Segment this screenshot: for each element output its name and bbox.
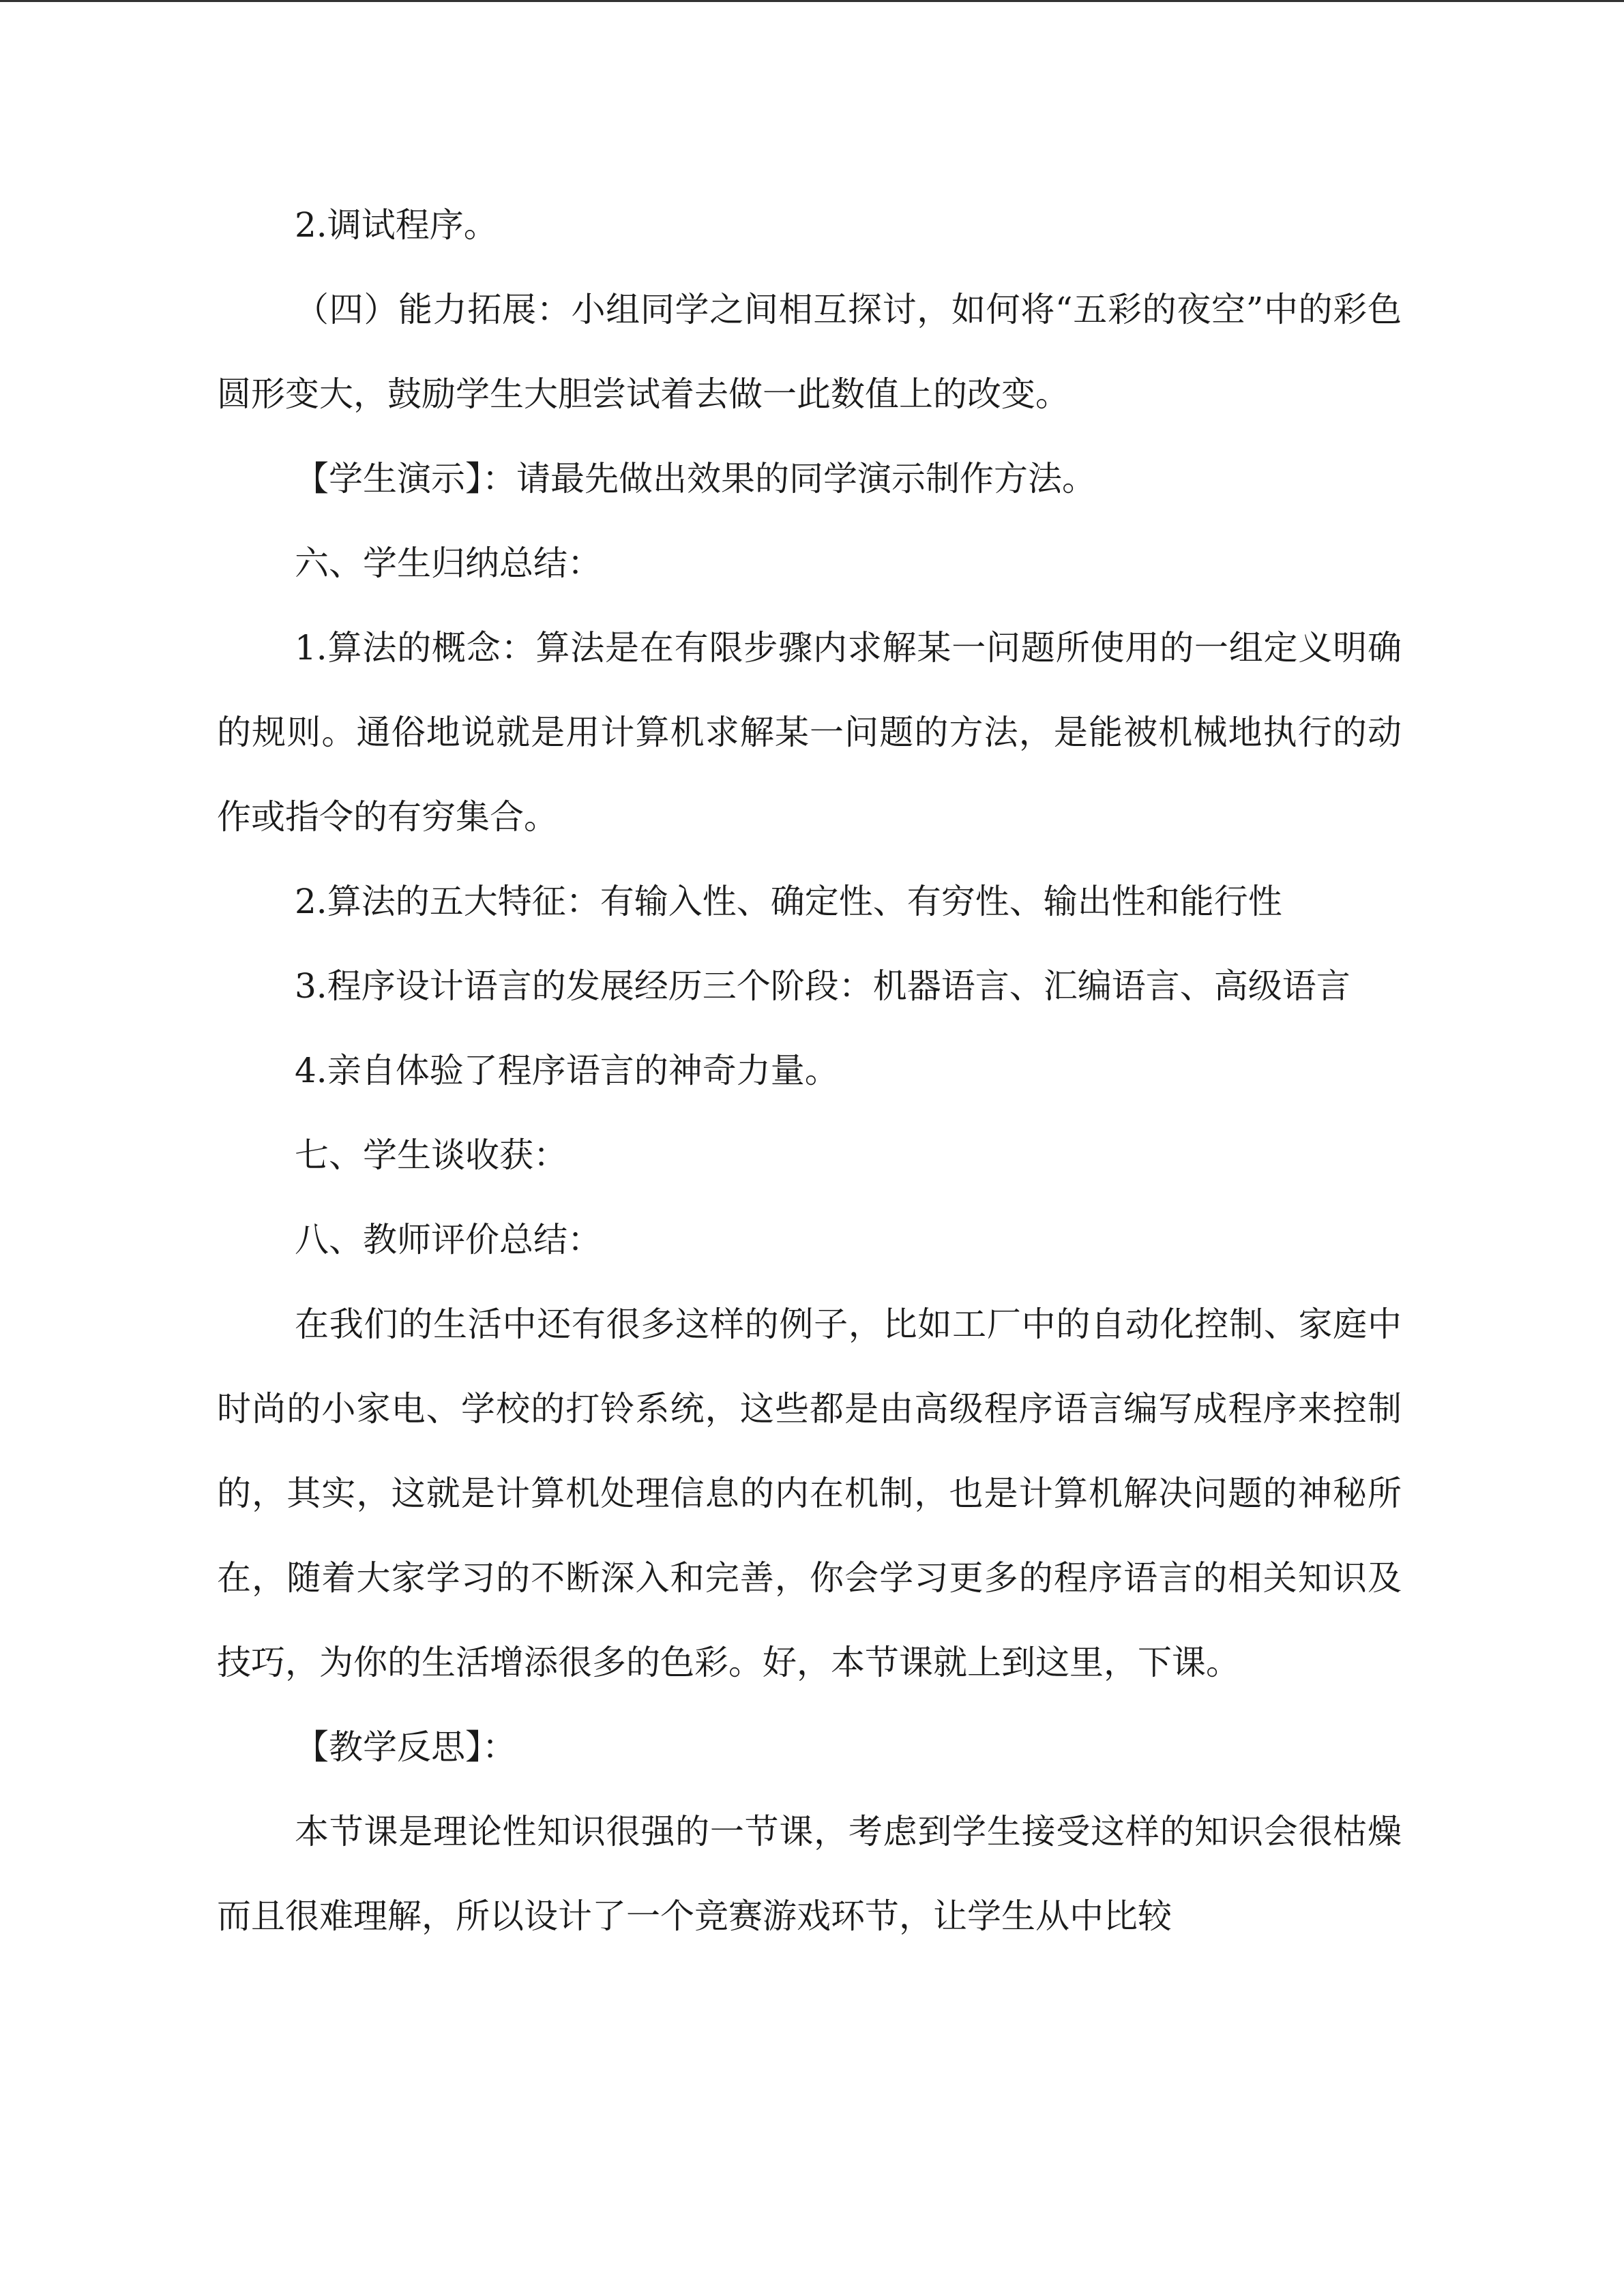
paragraph-language-stages: 3.程序设计语言的发展经历三个阶段：机器语言、汇编语言、高级语言 [295, 966, 1350, 1006]
paragraph-student-demo: 【学生演示】：请最先做出效果的同学演示制作方法。 [295, 459, 1096, 498]
document-body [217, 183, 1402, 1958]
heading-teacher-evaluation: 八、教师评价总结： [295, 1220, 602, 1259]
paragraph-algorithm-features: 2.算法的五大特征：有输入性、确定性、有穷性、输出性和能行性 [295, 882, 1282, 921]
heading-student-summary: 六、学生归纳总结： [295, 543, 602, 583]
paragraph-debug-program: 2.调试程序。 [295, 205, 498, 245]
heading-student-gains: 七、学生谈收获： [295, 1135, 567, 1175]
heading-teaching-reflection: 【教学反思】： [295, 1727, 516, 1767]
paragraph-teacher-evaluation: 在我们的生活中还有很多这样的例子，比如工厂中的自动化控制、家庭中时尚的小家电、学校的打铃系统，这些都是由高级程序语言编写成程序来控制的，其实，这就是计算机处理信息的内在机制，也是计算机解决问题的神秘所在，随着大家学习的不断深入和完善，你会学习更多的程序语言的相关知识及技巧，为你的生活增添很多的色彩。好，本节课就上到这里，下课。 [217, 1304, 1402, 1682]
page-top-border [0, 0, 1624, 2]
paragraph-algorithm-concept: 1.算法的概念：算法是在有限步骤内求解某一问题所使用的一组定义明确的规则。通俗地说就是用计算机求解某一问题的方法，是能被机械地执行的动作或指令的有穷集合。 [217, 628, 1402, 837]
paragraph-ability-extension: （四）能力拓展：小组同学之间相互探讨，如何将“五彩的夜空”中的彩色圆形变大，鼓励学生大胆尝试着去做一此数值上的改变。 [217, 290, 1402, 414]
paragraph-teaching-reflection: 本节课是理论性知识很强的一节课，考虑到学生接受这样的知识会很枯燥而且很难理解，所以设计了一个竞赛游戏环节，让学生从中比较 [217, 1812, 1402, 1936]
paragraph-experience-power: 4.亲自体验了程序语言的神奇力量。 [295, 1051, 839, 1090]
